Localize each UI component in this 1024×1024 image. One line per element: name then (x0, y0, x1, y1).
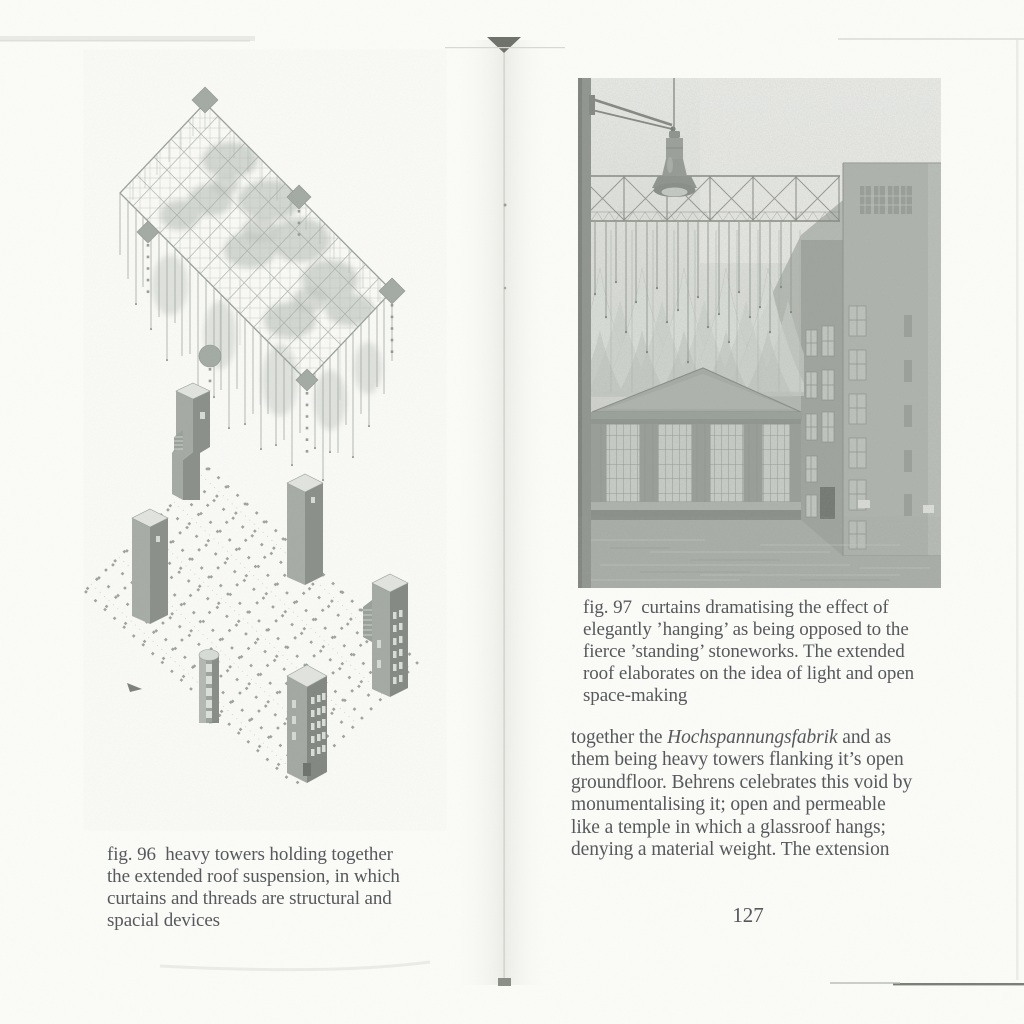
fig97-caption (583, 597, 914, 707)
body-paragraph (571, 727, 912, 861)
body-line: like a temple in which a glassroof hangs; (571, 816, 886, 838)
body-line: them being heavy towers flanking it’s open (571, 749, 904, 771)
caption-line: spacial devices (107, 910, 220, 931)
italic-term: Hochspannungsfabrik (667, 727, 838, 748)
body-line-post: and as (837, 727, 891, 748)
caption-line: the extended roof suspension, in which (107, 866, 400, 887)
fig96-caption (107, 844, 400, 932)
caption-line: elegantly ’hanging’ as being opposed to the (583, 619, 909, 640)
caption-line: fierce ’standing’ stoneworks. The extended (583, 641, 905, 662)
caption-line: fig. 97 curtains dramatising the effect of (583, 597, 889, 618)
caption-line: roof elaborates on the idea of light and open (583, 663, 915, 684)
caption-line: fig. 96 heavy towers holding together (107, 844, 393, 865)
body-line (571, 727, 912, 749)
caption-line: space-making (583, 685, 688, 706)
body-line: monumentalising it; open and permeable (571, 794, 886, 816)
body-line: groundfloor. Behrens celebrates this void by (571, 771, 913, 793)
body-line: denying a material weight. The extension (571, 839, 890, 861)
caption-line: curtains and threads are structural and (107, 888, 392, 909)
body-line-pre: together the (571, 727, 668, 748)
page-number: 127 (732, 903, 764, 927)
